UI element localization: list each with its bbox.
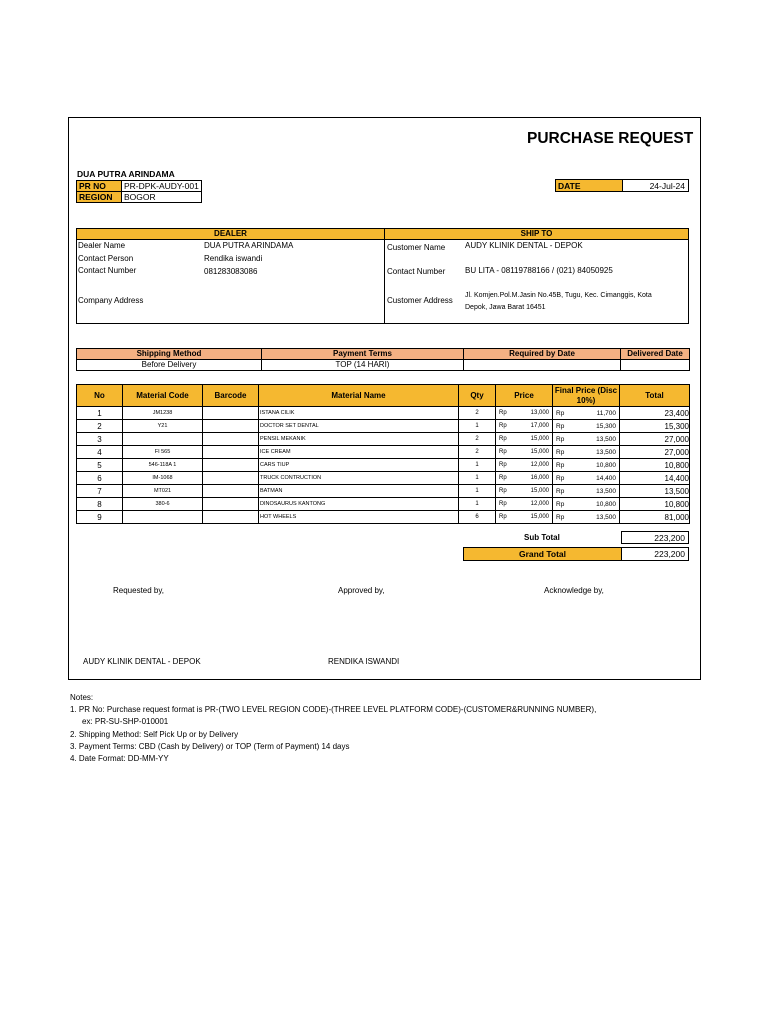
col-material-code-header: Material Code <box>123 385 203 407</box>
row-price: 12,000 <box>530 462 549 468</box>
row-no: 6 <box>77 472 123 485</box>
row-material-name: ISTANA CILIK <box>259 407 459 420</box>
row-material-name: DOCTOR SET DENTAL <box>259 420 459 433</box>
payment-terms-header: Payment Terms <box>262 349 464 360</box>
row-qty: 1 <box>459 472 496 485</box>
row-final-price-cell <box>553 511 620 524</box>
row-material-code: MT021 <box>123 485 203 498</box>
row-final-currency: Rp <box>556 435 565 443</box>
row-barcode <box>203 446 259 459</box>
row-price: 15,000 <box>530 514 549 520</box>
row-barcode <box>203 407 259 420</box>
row-final-price-cell <box>553 407 620 420</box>
row-material-code <box>123 433 203 446</box>
row-price: 17,000 <box>530 423 549 429</box>
ship-to-heading: SHIP TO <box>385 229 688 240</box>
row-final-currency: Rp <box>556 500 565 508</box>
notes-section <box>70 692 596 765</box>
customer-address-label: Customer Address <box>387 296 453 305</box>
row-total: 23,400 <box>620 407 690 420</box>
dealer-contact-number-value: 081283083086 <box>204 267 258 276</box>
approved-by-label: Approved by, <box>338 586 385 595</box>
row-final-currency: Rp <box>556 513 565 521</box>
dealer-heading: DEALER <box>77 229 384 240</box>
company-address-label: Company Address <box>78 296 144 305</box>
table-row <box>77 485 690 498</box>
ship-contact-number-value: BU LITA - 08119788166 / (021) 84050925 <box>465 266 613 275</box>
row-price-currency: Rp <box>499 488 507 494</box>
row-final-currency: Rp <box>556 422 565 430</box>
row-no: 8 <box>77 498 123 511</box>
row-total: 81,000 <box>620 511 690 524</box>
row-final-price: 14,400 <box>596 474 616 482</box>
row-material-code: JM1238 <box>123 407 203 420</box>
row-price-currency: Rp <box>499 514 507 520</box>
row-price: 15,000 <box>530 436 549 442</box>
col-barcode-header: Barcode <box>203 385 259 407</box>
row-total: 14,400 <box>620 472 690 485</box>
company-name: DUA PUTRA ARINDAMA <box>77 169 175 179</box>
row-price: 16,000 <box>530 475 549 481</box>
row-final-price: 13,500 <box>596 513 616 521</box>
table-row <box>77 407 690 420</box>
col-final-price-header: Final Price (Disc 10%) <box>553 385 620 407</box>
row-final-price-cell <box>553 485 620 498</box>
region-value: BOGOR <box>124 192 156 202</box>
sub-total-label: Sub Total <box>524 533 560 542</box>
sub-total-value: 223,200 <box>621 531 689 544</box>
pr-no-value: PR-DPK-AUDY-001 <box>124 181 199 191</box>
note-line: 2. Shipping Method: Self Pick Up or by Delivery <box>70 729 239 739</box>
row-final-price: 13,500 <box>596 487 616 495</box>
contact-person-value: Rendika iswandi <box>204 254 263 263</box>
row-qty: 1 <box>459 498 496 511</box>
table-row <box>77 446 690 459</box>
grand-total-value: 223,200 <box>654 549 685 559</box>
row-material-name: TRUCK CONTRUCTION <box>259 472 459 485</box>
row-price: 12,000 <box>530 501 549 507</box>
row-final-price-cell <box>553 472 620 485</box>
row-qty: 2 <box>459 446 496 459</box>
delivered-date-header: Delivered Date <box>621 349 690 360</box>
date-label: DATE <box>556 180 623 191</box>
note-line: 1. PR No: Purchase request format is PR-(TWO LEVEL REGION CODE)-(THREE LEVEL PLATFORM CODE)-(CUSTOMER&RUNNING NUMBER), <box>70 705 597 715</box>
date-field <box>555 179 689 192</box>
row-material-code: FI 565 <box>123 446 203 459</box>
table-row <box>77 433 690 446</box>
shipping-value-row <box>77 360 690 371</box>
page-title: PURCHASE REQUEST <box>527 130 694 147</box>
row-barcode <box>203 485 259 498</box>
row-material-code <box>123 511 203 524</box>
row-barcode <box>203 433 259 446</box>
row-price: 13,000 <box>530 410 549 416</box>
row-material-code: Y21 <box>123 420 203 433</box>
shipping-method-header: Shipping Method <box>77 349 262 360</box>
payment-terms-value: TOP (14 HARI) <box>262 360 464 371</box>
grand-total <box>463 547 689 561</box>
row-barcode <box>203 511 259 524</box>
shipping-terms-table <box>76 348 690 371</box>
row-price-currency: Rp <box>499 501 507 507</box>
row-final-price-cell <box>553 498 620 511</box>
row-price-currency: Rp <box>499 410 507 416</box>
required-by-date-header: Required by Date <box>464 349 621 360</box>
row-price-cell <box>496 433 553 446</box>
col-material-name-header: Material Name <box>259 385 459 407</box>
row-no: 3 <box>77 433 123 446</box>
row-total: 27,000 <box>620 433 690 446</box>
dealer-name-label: Dealer Name <box>78 241 126 250</box>
pr-no-label: PR NO <box>77 181 122 191</box>
row-price: 15,000 <box>530 449 549 455</box>
row-final-price: 13,500 <box>596 435 616 443</box>
row-material-name: ICE CREAM <box>259 446 459 459</box>
row-price-cell <box>496 485 553 498</box>
row-final-price: 13,500 <box>596 448 616 456</box>
row-material-code: 380-6 <box>123 498 203 511</box>
row-final-price: 11,700 <box>596 409 616 417</box>
row-no: 5 <box>77 459 123 472</box>
col-total-header: Total <box>620 385 690 407</box>
row-price-currency: Rp <box>499 462 507 468</box>
col-no-header: No <box>77 385 123 407</box>
required-by-date-value <box>464 360 621 371</box>
note-line: ex: PR-SU-SHP-010001 <box>82 717 169 727</box>
dealer-contact-number-label: Contact Number <box>78 266 137 275</box>
notes-heading: Notes: <box>70 693 94 702</box>
requested-by-name: AUDY KLINIK DENTAL - DEPOK <box>83 657 201 666</box>
table-row <box>77 472 690 485</box>
dealer-ship-to-box <box>76 228 689 324</box>
table-row <box>77 498 690 511</box>
shipping-header-row <box>77 349 690 360</box>
col-qty-header: Qty <box>459 385 496 407</box>
row-barcode <box>203 498 259 511</box>
row-qty: 1 <box>459 485 496 498</box>
row-total: 15,300 <box>620 420 690 433</box>
row-total: 27,000 <box>620 446 690 459</box>
customer-name-value: AUDY KLINIK DENTAL - DEPOK <box>465 241 583 250</box>
row-price-currency: Rp <box>499 449 507 455</box>
dealer-name-value: DUA PUTRA ARINDAMA <box>204 241 294 250</box>
row-barcode <box>203 420 259 433</box>
table-row <box>77 459 690 472</box>
row-final-currency: Rp <box>556 409 565 417</box>
row-material-name: HOT WHEELS <box>259 511 459 524</box>
region-field <box>76 191 202 203</box>
row-material-name: PENSIL MEKANIK <box>259 433 459 446</box>
row-material-code: IM-1068 <box>123 472 203 485</box>
grand-total-label: Grand Total <box>464 548 622 560</box>
shipping-method-value: Before Delivery <box>77 360 262 371</box>
row-price-currency: Rp <box>499 423 507 429</box>
table-row <box>77 511 690 524</box>
row-price-cell <box>496 407 553 420</box>
row-total: 10,800 <box>620 459 690 472</box>
row-no: 2 <box>77 420 123 433</box>
row-final-price-cell <box>553 459 620 472</box>
row-final-currency: Rp <box>556 461 565 469</box>
row-barcode <box>203 472 259 485</box>
contact-person-label: Contact Person <box>78 254 134 263</box>
row-price-cell <box>496 511 553 524</box>
row-price-currency: Rp <box>499 475 507 481</box>
row-price-cell <box>496 498 553 511</box>
row-price-cell <box>496 472 553 485</box>
row-total: 10,800 <box>620 498 690 511</box>
row-material-name: BATMAN <box>259 485 459 498</box>
row-price-currency: Rp <box>499 436 507 442</box>
row-final-currency: Rp <box>556 448 565 456</box>
customer-address-line-1: Jl. Komjen.Pol.M.Jasin No.45B, Tugu, Kec. Cimanggis, Kota <box>465 292 652 299</box>
region-label: REGION <box>77 192 122 202</box>
note-line: 3. Payment Terms: CBD (Cash by Delivery) or TOP (Term of Payment) 14 days <box>70 741 350 751</box>
row-total: 13,500 <box>620 485 690 498</box>
row-qty: 2 <box>459 407 496 420</box>
date-value: 24-Jul-24 <box>649 180 685 191</box>
customer-address-line-2: Depok, Jawa Barat 16451 <box>465 304 546 311</box>
row-final-price: 10,800 <box>596 500 616 508</box>
approved-by-name: RENDIKA ISWANDI <box>328 657 400 666</box>
customer-name-label: Customer Name <box>387 243 446 252</box>
row-qty: 1 <box>459 420 496 433</box>
row-no: 9 <box>77 511 123 524</box>
row-no: 7 <box>77 485 123 498</box>
row-final-price-cell <box>553 446 620 459</box>
delivered-date-value <box>621 360 690 371</box>
row-material-name: CARS TIUP <box>259 459 459 472</box>
dealer-divider <box>384 229 385 323</box>
row-qty: 2 <box>459 433 496 446</box>
row-material-name: DINOSAURUS KANTONG <box>259 498 459 511</box>
items-header-row <box>77 385 690 407</box>
row-final-price-cell <box>553 420 620 433</box>
col-price-header: Price <box>496 385 553 407</box>
row-no: 1 <box>77 407 123 420</box>
ship-contact-number-label: Contact Number <box>387 267 446 276</box>
row-price-cell <box>496 446 553 459</box>
row-barcode <box>203 459 259 472</box>
table-row <box>77 420 690 433</box>
row-qty: 6 <box>459 511 496 524</box>
row-final-currency: Rp <box>556 474 565 482</box>
row-final-price: 15,300 <box>596 422 616 430</box>
row-final-currency: Rp <box>556 487 565 495</box>
row-final-price-cell <box>553 433 620 446</box>
acknowledge-by-label: Acknowledge by, <box>544 586 604 595</box>
row-qty: 1 <box>459 459 496 472</box>
row-material-code: 546-118A 1 <box>123 459 203 472</box>
items-table <box>76 384 690 524</box>
row-price-cell <box>496 420 553 433</box>
requested-by-label: Requested by, <box>113 586 164 595</box>
items-body <box>77 407 690 524</box>
note-line: 4. Date Format: DD-MM-YY <box>70 754 169 764</box>
row-no: 4 <box>77 446 123 459</box>
row-price-cell <box>496 459 553 472</box>
row-final-price: 10,800 <box>596 461 616 469</box>
row-price: 15,000 <box>530 488 549 494</box>
